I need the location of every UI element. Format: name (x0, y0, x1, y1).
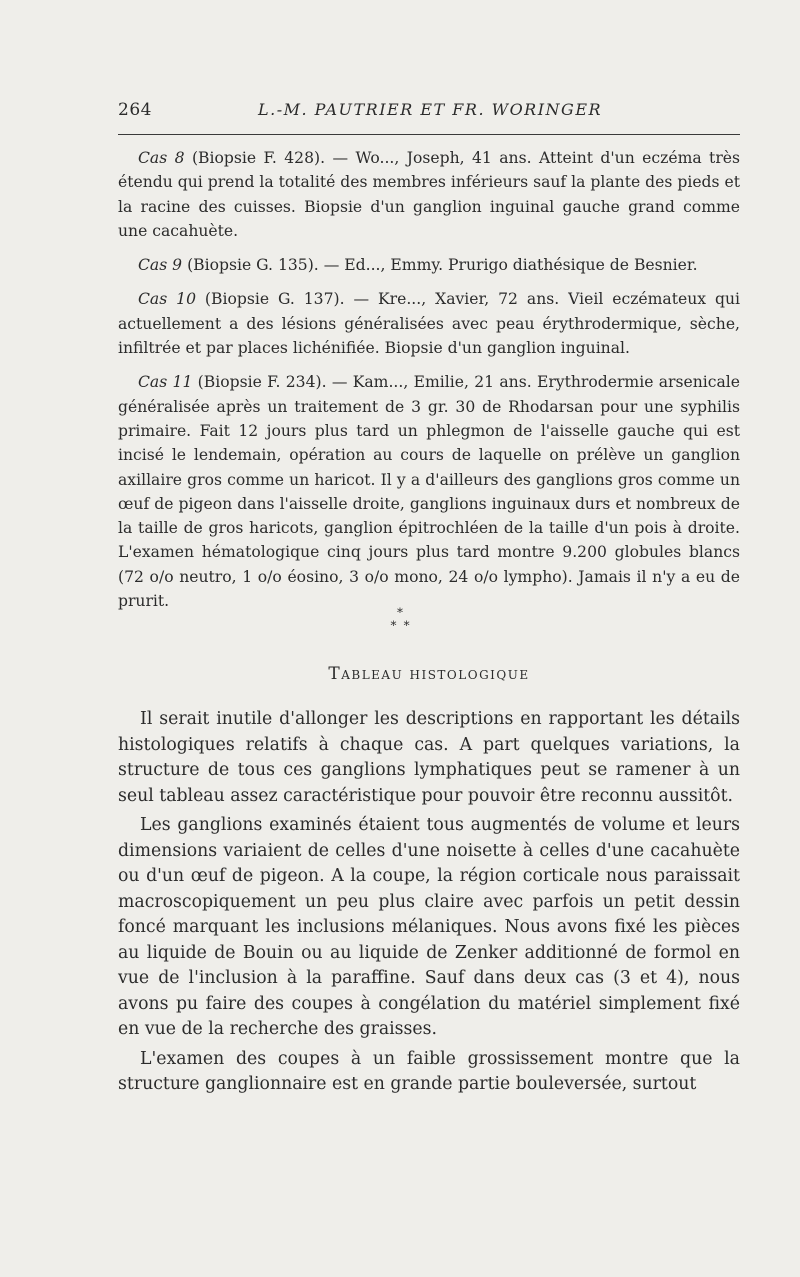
body-paragraph: Les ganglions examinés étaient tous augmentés de volume et leurs dimensions variaient de celles d'une noisette à celles d'une cacahuète ou d'un œuf de pigeon. A la coupe, la région corticale nous paraissait macroscopiquement un peu plus claire avec parfois un petit dessin foncé marquant les inclusions mélaniques. Nous avons fixé les pièces au liquide de Bouin ou au liquide de Zenker additionné de formol en vue de l'inclusion à la paraffine. Sauf dans deux cas (3 et 4), nous avons pu faire des coupes à congélation du matériel simplement fixé en vue de la recherche des graisses. (118, 815, 740, 1039)
body-paragraph: Il serait inutile d'allonger les descriptions en rapportant les détails histologiques relatifs à chaque cas. A part quelques variations, la structure de tous ces ganglions lymphatiques peut se ramener à un seul tableau assez caractéristique pour pouvoir être reconnu aussitôt. (118, 709, 740, 806)
section-title-rest: ABLEAU (341, 668, 404, 682)
case-text: (Biopsie F. 428). — Wo..., Joseph, 41 ans. Atteint d'un eczéma très étendu qui prend la totalité des membres inférieurs sauf la plante des pieds et la racine des cuisses. Biopsie d'un ganglion inguinal gauche grand comme une cacahuète. (118, 149, 741, 240)
case-11 (118, 370, 740, 613)
case-label: Cas 9 (138, 256, 183, 275)
case-8 (118, 146, 740, 243)
section-title (118, 664, 740, 684)
case-label: Cas 8 (138, 149, 185, 167)
page-number: 264 (118, 100, 152, 120)
page-header (118, 96, 740, 124)
asterism-top-icon: ∗ (395, 603, 405, 617)
case-text: (Biopsie F. 234). — Kam..., Emilie, 21 ans. Erythrodermie arsenicale généralisée après un traitement de 3 gr. 30 de Rhodarsan pour une syphilis primaire. Fait 12 jours plus tard un phlegmon de l'aisselle gauche qui est incisé le lendemain, opération au cours de laquelle on prélève un ganglion axillaire gros comme un haricot. Il y a d'ailleurs des ganglions gros comme un œuf de pigeon dans l'aisselle droite, ganglions inguinaux durs et nombreux de la taille de gros haricots, ganglion épitrochléen de la taille d'un pois à droite. L'examen hématologique cinq jours plus tard montre 9.200 globules blancs (72 o/o neutro, 1 o/o éosino, 3 o/o mono, 24 o/o lympho). Jamais il n'y a eu de prurit. (118, 373, 740, 611)
case-label: Cas 11 (138, 373, 193, 392)
case-text: (Biopsie G. 135). — Ed..., Emmy. Prurigo diathésique de Besnier. (182, 256, 698, 275)
header-rule (118, 134, 740, 135)
section-title-second: HISTOLOGIQUE (409, 668, 530, 682)
body-paragraph: L'examen des coupes à un faible grossissement montre que la structure ganglionnaire est en grande partie bouleversée, surtout (118, 1048, 740, 1094)
asterism-bottom-icon: ∗ ∗ (389, 616, 411, 630)
section-title-initial: T (328, 664, 342, 684)
asterism-divider (0, 604, 800, 630)
case-list (118, 146, 740, 623)
body-text (118, 707, 740, 1102)
case-text: (Biopsie G. 137). — Kre..., Xavier, 72 ans. Vieil eczémateux qui actuellement a des lésions généralisées avec peau érythrodermique, sèche, infiltrée et par places lichénifiée. Biopsie d'un ganglion inguinal. (118, 290, 740, 358)
case-10 (118, 287, 740, 360)
running-head: L.-M. PAUTRIER ET FR. WORINGER (258, 100, 603, 119)
case-label: Cas 10 (138, 290, 196, 309)
case-9 (118, 253, 740, 277)
